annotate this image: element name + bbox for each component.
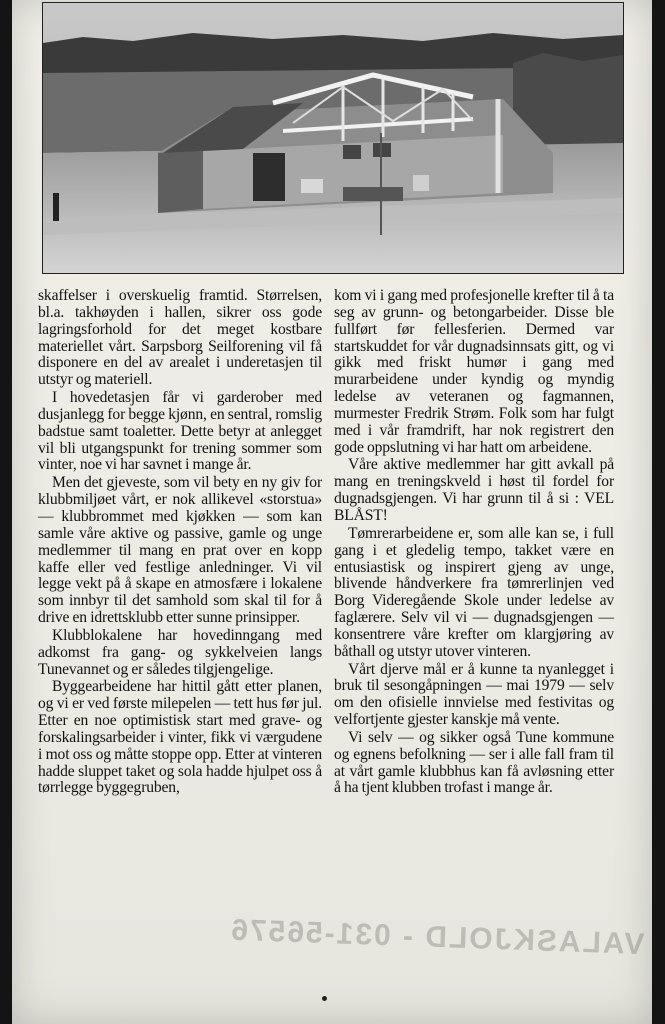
construction-photo <box>42 2 624 274</box>
paragraph: Klubblokalene har hovedinngang med adkomst fra gang- og sykkelveien langs Tunevannet og er således tilgjengelige. <box>38 626 322 678</box>
paragraph: kom vi i gang med profesjonelle krefter til å ta seg av grunn- og betongarbeider. Disse ble fullført før fellesferien. Dermed var startskuddet for vår dugnadsinnsats gitt, og vi gikk med friskt humør i gang med murarbeidene under kyndig og myndig ledelse av veteranen og fagmannen, murmester Fredrik Strøm. Folk som har fulgt med i vår framdrift, har nok registrert den gode oppslutning vi har hatt om arbeidene. <box>334 287 614 456</box>
paragraph: Vi selv — og sikker også Tune kommune og egnens befolkning — ser i alle fall fram til at vårt gamle klubbhus kan få avløsning etter å ha tjent klubben trofast i mange år. <box>334 728 614 797</box>
document-page <box>12 0 652 1024</box>
paragraph: Tømrerarbeidene er, som alle kan se, i full gang i et gledelig tempo, takket være en entusiastisk og inspirert gjeng av unge, blivende håndverkere fra tømrerlinjen ved Borg Videregående Skole under ledelse av faglærere. Selv vil vi — dugnadsgjengen — konsentrere våre krefter om klargjøring av båthall og utstyr utover vinteren. <box>334 524 614 660</box>
paragraph: Våre aktive medlemmer har gitt avkall på mang en treningskveld i høst til fordel for dugnadsgjengen. Vi har grunn til å si : VEL BLÅST! <box>334 456 614 524</box>
paragraph: I hovedetasjen får vi garderober med dusjanlegg for begge kjønn, en sentral, romslig badstue samt toaletter. Dette betyr at anlegget vil bli utgangspunkt for trening sommer som vinter, noe vi har savnet i mange år. <box>38 389 322 474</box>
page-dot <box>322 996 327 1001</box>
paragraph: skaffelser i overskuelig framtid. Størrelsen, bl.a. takhøyden i hallen, sikrer oss gode lagringsforhold for det meget kostbare materiellet vårt. Sarpsborg Seilforening vil få disponere en del av arealet i underetasjen til utstyr og materiell. <box>38 287 322 389</box>
paragraph: Men det gjeveste, som vil bety en ny giv for klubbmiljøet vårt, er nok allikevel «storstua» — klubbrommet med kjøkken — som kan samle våre aktive og passive, gamle og unge medlemmer til mang en prat over en kopp kaffe eller ved festlige anledninger. Vi vil legge vekt på å skape en atmosfære i lokalene som innbyr til det samhold som skal til for å drive en idrettsklubb etter sunne prinsipper. <box>38 474 322 627</box>
paragraph: Vårt djerve mål er å kunne ta nyanlegget i bruk til sesongåpningen — mai 1979 — selv om den ofisielle innvielse med festivitas og velfortjente gjester kanskje må vente. <box>334 660 614 729</box>
right-text-column <box>334 288 614 797</box>
construction-site-photo <box>43 3 623 273</box>
left-text-column <box>38 288 322 797</box>
show-through-ad: VALASKJOLD - 031-56576 <box>228 913 645 962</box>
paragraph: Byggearbeidene har hittil gått etter planen, og vi er ved første milepelen — tett hus før jul. Etter en noe optimistisk start med grave- og forskalingsarbeider i vinter, fikk vi værgudene i mot oss og måtte stoppe opp. Etter at vinteren hadde sluppet taket og sola hadde hjulpet oss å tørrlegge byggegruben, <box>38 678 322 797</box>
